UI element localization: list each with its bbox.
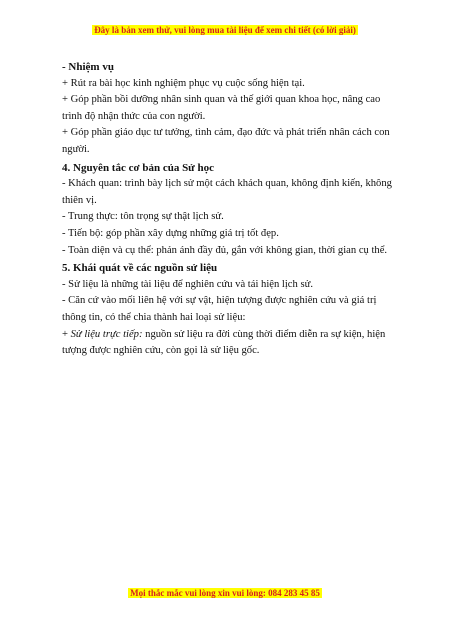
direct-source-prefix: + <box>62 328 71 340</box>
tasks-item: + Rút ra bài học kinh nghiệm phục vụ cuộc sống hiện tại. <box>62 77 305 89</box>
tasks-heading: - Nhiệm vụ <box>62 61 114 73</box>
source-item: - Sử liệu là những tài liệu để nghiên cứu và tái hiện lịch sử. <box>62 278 313 290</box>
direct-source-term: Sử liệu trực tiếp: <box>70 328 143 340</box>
preview-notice-text: Đây là bản xem thử, vui lòng mua tài liệu để xem chi tiết (có lời giải) <box>94 25 356 35</box>
tasks-item: + Góp phần bồi dưỡng nhân sinh quan và thế giới quan khoa học, nâng cao trình độ nhận thức của con người. <box>62 94 381 122</box>
direct-source-item <box>62 327 394 360</box>
source-item: - Căn cứ vào mối liên hệ với sự vật, hiện tượng được nghiên cứu và giá trị thông tin, có thể chia thành hai loại sử liệu: <box>62 295 377 323</box>
section-5-heading: 5. Khái quát về các nguồn sử liệu <box>62 262 218 275</box>
contact-notice-text: Mọi thắc mắc vui lòng xin vui lòng: 084 283 45 85 <box>130 588 320 598</box>
document-body <box>62 58 394 360</box>
principle-item: - Tiến bộ: góp phần xây dựng những giá trị tốt đẹp. <box>62 227 279 239</box>
principle-item: - Trung thực: tôn trọng sự thật lịch sử. <box>62 211 224 223</box>
principle-item: - Toàn diện và cụ thể: phản ánh đầy đủ, gắn với không gian, thời gian cụ thể. <box>62 244 388 256</box>
direct-source-text: nguồn sử liệu ra đời cùng thời điểm diễn ra sự kiện, hiện tượng được nghiên cứu, còn gọi là sử liệu gốc. <box>62 328 386 357</box>
tasks-item: + Góp phần giáo dục tư tưởng, tình cảm, đạo đức và phát triển nhân cách con người. <box>62 127 390 155</box>
preview-notice-banner <box>0 25 450 35</box>
contact-notice-banner <box>0 588 450 598</box>
principle-item: - Khách quan: trình bày lịch sử một cách khách quan, không định kiến, không thiên vị. <box>62 178 392 206</box>
section-4-heading: 4. Nguyên tắc cơ bản của Sử học <box>62 161 215 174</box>
